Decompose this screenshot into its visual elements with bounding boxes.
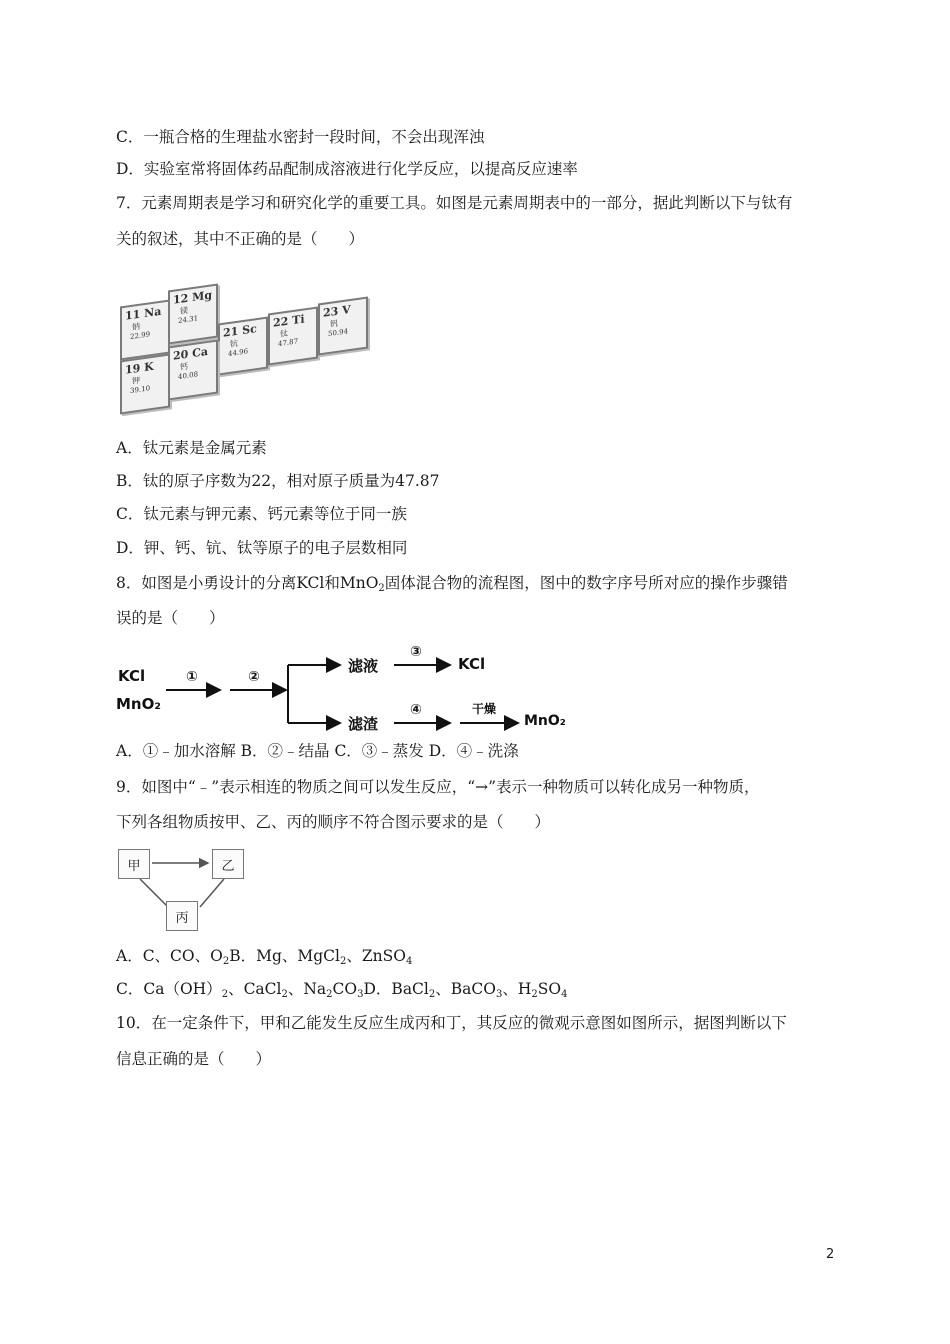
q9-b-sub2: 4 [405,956,413,967]
q9-stem-line1: 9．如图中“﹣”表示相连的物质之间可以发生反应，“→”表示一种物质可以转化成另一种物质， [116,778,760,796]
q9-d-mid: 、BaCO [435,980,496,998]
q9-c-sub3: 2 [326,989,333,1000]
flow-step-4: ④ [410,702,422,718]
q9-c-mid: 、CaCl [228,980,282,998]
q9-options-cd [116,978,567,1000]
flow-step-3: ③ [410,644,422,660]
q7-option-c: C．钛元素与钾元素、钙元素等位于同一族 [116,505,407,523]
q9-b-pre: B．Mg、MgCl [229,947,340,965]
q9-b-post: 、ZnSO [346,947,406,965]
q9-a-sub: 2 [222,956,230,967]
q10-stem-line1: 10．在一定条件下，甲和乙能发生反应生成丙和丁，其反应的微观示意图如图所示，据图判断以下 [116,1014,787,1032]
flow-filtrate: 滤液 [348,657,379,675]
q7-option-d: D．钾、钙、钪、钛等原子的电子层数相同 [116,539,408,557]
flow-input-kcl: KCl [118,667,146,685]
q9-c-sub4: 3 [357,989,364,1000]
flow-step-1: ① [186,669,198,685]
box-yi: 乙 [212,849,244,879]
q7-option-a: A．钛元素是金属元素 [116,439,267,457]
q7-stem-line1: 7．元素周期表是学习和研究化学的重要工具。如图是元素周期表中的一部分，据此判断以下与钛有 [116,194,793,212]
separation-flowchart [114,645,584,737]
q9-d-mid3: SO [537,980,562,998]
q9-b-sub: 2 [340,956,347,967]
periodic-table-figure [118,285,373,415]
q9-options-ab [116,945,412,967]
q8-stem-sub: 2 [378,583,385,594]
q9-d-mid2: 、H [502,980,532,998]
q9-c-pre: C．Ca（OH） [116,980,222,998]
pt-cell-ca: 20 Ca 钙 40.08 [168,339,218,400]
q9-a-pre: A．C、CO、O [116,947,223,965]
q8-stem-post: 固体混合物的流程图，图中的数字序号所对应的操作步骤错 [384,574,788,592]
q9-d-sub3: 2 [531,989,538,1000]
q9-d-sub4: 4 [561,989,568,1000]
q8-stem-pre: 8．如图是小勇设计的分离KCl和MnO [116,574,379,592]
pt-cell-k: 19 K 钾 39.10 [120,353,170,414]
q6-option-d: D．实验室常将固体药品配制成溶液进行化学反应，以提高反应速率 [116,160,578,178]
box-jia: 甲 [118,849,150,879]
flow-dry-label: 干燥 [472,702,497,716]
q8-stem-line2: 误的是（ ） [116,609,225,627]
pt-cell-mg: 12 Mg 镁 24.31 [168,283,218,344]
flow-output-mno2: MnO₂ [524,713,566,729]
q9-c-mid3: CO [332,980,358,998]
q9-c-sub: 2 [221,989,229,1000]
pt-cell-sc: 21 Sc 钪 44.96 [218,316,268,375]
q9-d-pre: D．BaCl [363,980,429,998]
flow-residue: 滤渣 [348,715,379,733]
transformation-diagram [116,845,276,935]
page-number: 2 [826,1247,835,1262]
q8-options: A．①﹣加水溶解 B．②﹣结晶 C．③﹣蒸发 D．④﹣洗涤 [116,742,519,760]
q10-stem-line2: 信息正确的是（ ） [116,1050,272,1068]
flow-step-2: ② [248,669,260,685]
q9-c-sub2: 2 [281,989,288,1000]
box-bing: 丙 [166,901,198,931]
q9-c-mid2: 、Na [287,980,327,998]
q7-option-b: B．钛的原子序数为22，相对原子质量为47.87 [116,472,440,490]
q6-option-c: C．一瓶合格的生理盐水密封一段时间，不会出现浑浊 [116,128,485,146]
pt-cell-na: 11 Na 钠 22.99 [120,299,170,360]
q9-stem-line2: 下列各组物质按甲、乙、丙的顺序不符合图示要求的是（ ） [116,813,551,831]
q7-stem-line2: 关的叙述，其中不正确的是（ ） [116,230,365,248]
pt-cell-ti: 22 Ti 钛 47.87 [268,306,318,365]
flow-input-mno2: MnO₂ [116,695,161,713]
flow-output-kcl: KCl [458,655,486,673]
q9-d-sub2: 3 [495,989,503,1000]
pt-cell-v: 23 V 钒 50.94 [318,296,368,355]
q9-d-sub: 2 [428,989,436,1000]
q8-stem-line1 [116,572,788,594]
